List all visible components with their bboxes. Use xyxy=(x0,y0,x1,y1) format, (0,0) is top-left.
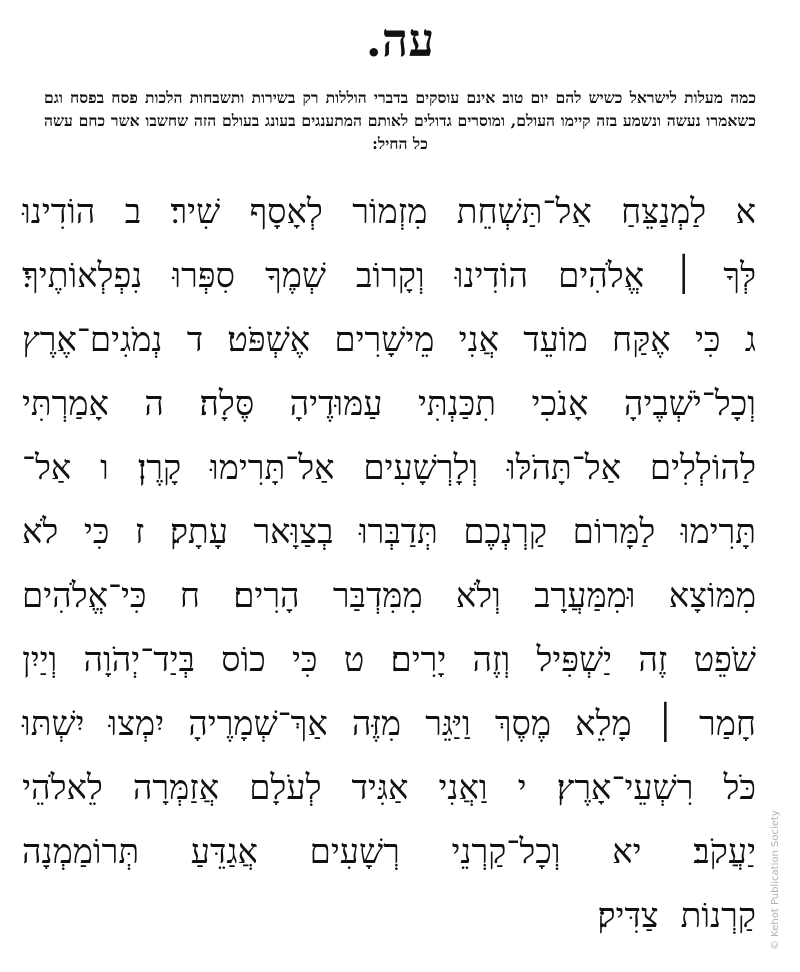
verse-word: רִשְׁעֵי־אָרֶץ׃ xyxy=(556,768,694,808)
verse-word: לֵאלֹהֵי xyxy=(22,768,103,808)
verse-line xyxy=(22,500,756,564)
verse-word: כִּי xyxy=(83,512,110,552)
verse-word: וַיַּגֵּר xyxy=(425,704,471,744)
verse-word: יַשְׁפִּיל xyxy=(536,640,613,680)
verse-word: וְכָל־יֹשְׁבֶיהָ xyxy=(623,384,756,424)
verse-word: תָּרִימוּ xyxy=(680,512,756,552)
verse-word: כֹּל xyxy=(723,768,756,808)
verse-word: נְמֹגִים־אֶרֶץ xyxy=(22,320,163,360)
verse-word: יִמְצוּ xyxy=(108,704,165,744)
verse-line xyxy=(22,692,756,756)
verse-word: שִׁיר׃ xyxy=(170,192,221,232)
verse-word: יַעֲקֹב׃ xyxy=(693,832,756,872)
verse-word: מִמּוֹצָא xyxy=(668,576,756,616)
verse-line xyxy=(22,436,756,500)
verse-word: אַל־תַּשְׁחֵת xyxy=(456,192,592,232)
verse-word: לַהוֹלְלִים xyxy=(649,448,756,488)
verse-word: ב xyxy=(124,192,142,232)
verse-word: וְלָרְשָׁעִים xyxy=(363,448,479,488)
verse-word: אַל־תָּהֹלּוּ xyxy=(506,448,622,488)
verse-word: כוֹס xyxy=(221,640,266,680)
verse-word: ׀ xyxy=(674,256,694,296)
verse-word: ׀ xyxy=(655,704,675,744)
verse-line xyxy=(22,884,756,948)
verse-word: עַמּוּדֶיהָ xyxy=(289,384,383,424)
verse-word: קַרְנוֹת xyxy=(680,896,756,936)
verse-word: ו xyxy=(100,448,109,488)
verse-word: ח xyxy=(179,576,200,616)
verse-word: חָמַר xyxy=(699,704,756,744)
chapter-introduction: כמה מעלות לישראל כשיש להם יום טוב אינם עוסקים בדברי הוללות רק בשירות ותשבחות הלכות פסח בפסח וגם כשאמרו נעשה ונשמע בזה קיימו העולם, ומוסרים גדולים לאותם המתענגים בעונג בעולם הזה שחשבו אשר כחם עשה כל החיל: xyxy=(44,88,756,153)
verse-word: מֵישָׁרִים xyxy=(334,320,435,360)
verse-word: וְזֶה xyxy=(472,640,511,680)
verse-word: צַדִּיק׃ xyxy=(597,896,659,936)
verse-word: א xyxy=(735,192,756,232)
verse-word: אֲגַדֵּעַ xyxy=(190,832,258,872)
chapter-title: עה. xyxy=(365,13,435,67)
verse-word: הוֹדִינוּ xyxy=(454,256,529,296)
verse-word: אֶקַּח xyxy=(611,320,671,360)
verse-word: לֹא xyxy=(22,512,59,552)
verse-word: וְלֹא xyxy=(455,576,501,616)
verse-word: מָלֵא xyxy=(575,704,632,744)
verse-word: וּמִמַּעֲרָב xyxy=(534,576,636,616)
verse-word: ג xyxy=(744,320,756,360)
verse-word: ד xyxy=(186,320,204,360)
verse-line xyxy=(22,564,756,628)
verse-word: הוֹדִינוּ xyxy=(22,192,96,232)
verse-word: שֹׁפֵט xyxy=(693,640,756,680)
copyright-notice: © Kehot Publication Society xyxy=(770,810,781,950)
verse-word: וַאֲנִי xyxy=(438,768,488,808)
verse-block xyxy=(22,180,756,948)
verse-word: סִפְּרוּ xyxy=(172,256,235,296)
verse-word: אַגִּיד xyxy=(351,768,409,808)
verse-word: סֶּלָה׃ xyxy=(199,384,255,424)
verse-line xyxy=(22,308,756,372)
verse-word: וְקָרוֹב xyxy=(356,256,425,296)
verse-word: אָנֹכִי xyxy=(531,384,589,424)
verse-word: אֱלֹהִים xyxy=(558,256,645,296)
verse-word: שְׁמֶךָ xyxy=(265,256,326,296)
verse-line xyxy=(22,756,756,820)
verse-line xyxy=(22,628,756,692)
verse-word: הָרִים׃ xyxy=(233,576,300,616)
verse-word: בְּיַד־יְהֹוָה xyxy=(83,640,195,680)
verse-line xyxy=(22,372,756,436)
verse-word: תִכַּנְתִּי xyxy=(417,384,497,424)
verse-word: כִּי xyxy=(694,320,721,360)
verse-word: וְכָל־קַרְנֵי xyxy=(451,832,561,872)
verse-word: תְּרוֹמַמְנָה xyxy=(22,832,140,872)
verse-word: יָרִים׃ xyxy=(390,640,447,680)
verse-word: מִמִּדְבַּר xyxy=(332,576,423,616)
verse-word: מִזֶּה xyxy=(351,704,402,744)
verse-word: זֶה xyxy=(638,640,668,680)
verse-word: אָמַרְתִּי xyxy=(22,384,109,424)
verse-word: יִשְׁתּוּ xyxy=(22,704,85,744)
verse-word: ה xyxy=(144,384,164,424)
verse-word: לַמָּרוֹם xyxy=(572,512,656,552)
verse-word: מוֹעֵד xyxy=(523,320,588,360)
verse-word: קָרֶן׃ xyxy=(137,448,182,488)
verse-word: נִפְלְאוֹתֶיךָ׃ xyxy=(22,256,143,296)
verse-word: עָתָק׃ xyxy=(169,512,228,552)
verse-word: בְצַוָּאר xyxy=(253,512,334,552)
verse-word: כִּי xyxy=(292,640,318,680)
verse-word: לְאָסָף xyxy=(249,192,323,232)
verse-word: אֶשְׁפֹּט׃ xyxy=(227,320,311,360)
verse-word: ז xyxy=(134,512,145,552)
verse-word: אַל־ xyxy=(22,448,72,488)
verse-word: יא xyxy=(612,832,642,872)
verse-word: תְּדַבְּרוּ xyxy=(358,512,438,552)
verse-line xyxy=(22,180,756,244)
verse-word: אַךְ־שְׁמָרֶיהָ xyxy=(188,704,328,744)
verse-word: י xyxy=(517,768,527,808)
verse-word: אַל־תָּרִימוּ xyxy=(210,448,335,488)
verse-word: מִזְמוֹר xyxy=(352,192,428,232)
verse-word: מֶסֶךְ xyxy=(494,704,552,744)
verse-line xyxy=(22,244,756,308)
verse-word: אֲזַמְּרָה xyxy=(132,768,220,808)
verse-word: ט xyxy=(343,640,365,680)
verse-word: כִּי־אֱלֹהִים xyxy=(22,576,147,616)
verse-line xyxy=(22,820,756,884)
verse-word: לַמְנַצֵּחַ xyxy=(621,192,707,232)
verse-word: אֲנִי xyxy=(458,320,500,360)
verse-word: לְּךָ xyxy=(723,256,756,296)
verse-word: קַרְנְכֶם xyxy=(463,512,548,552)
verse-word: רְשָׁעִים xyxy=(309,832,400,872)
verse-word: וְיַיִן xyxy=(22,640,58,680)
verse-word: לְעֹלָם xyxy=(249,768,322,808)
